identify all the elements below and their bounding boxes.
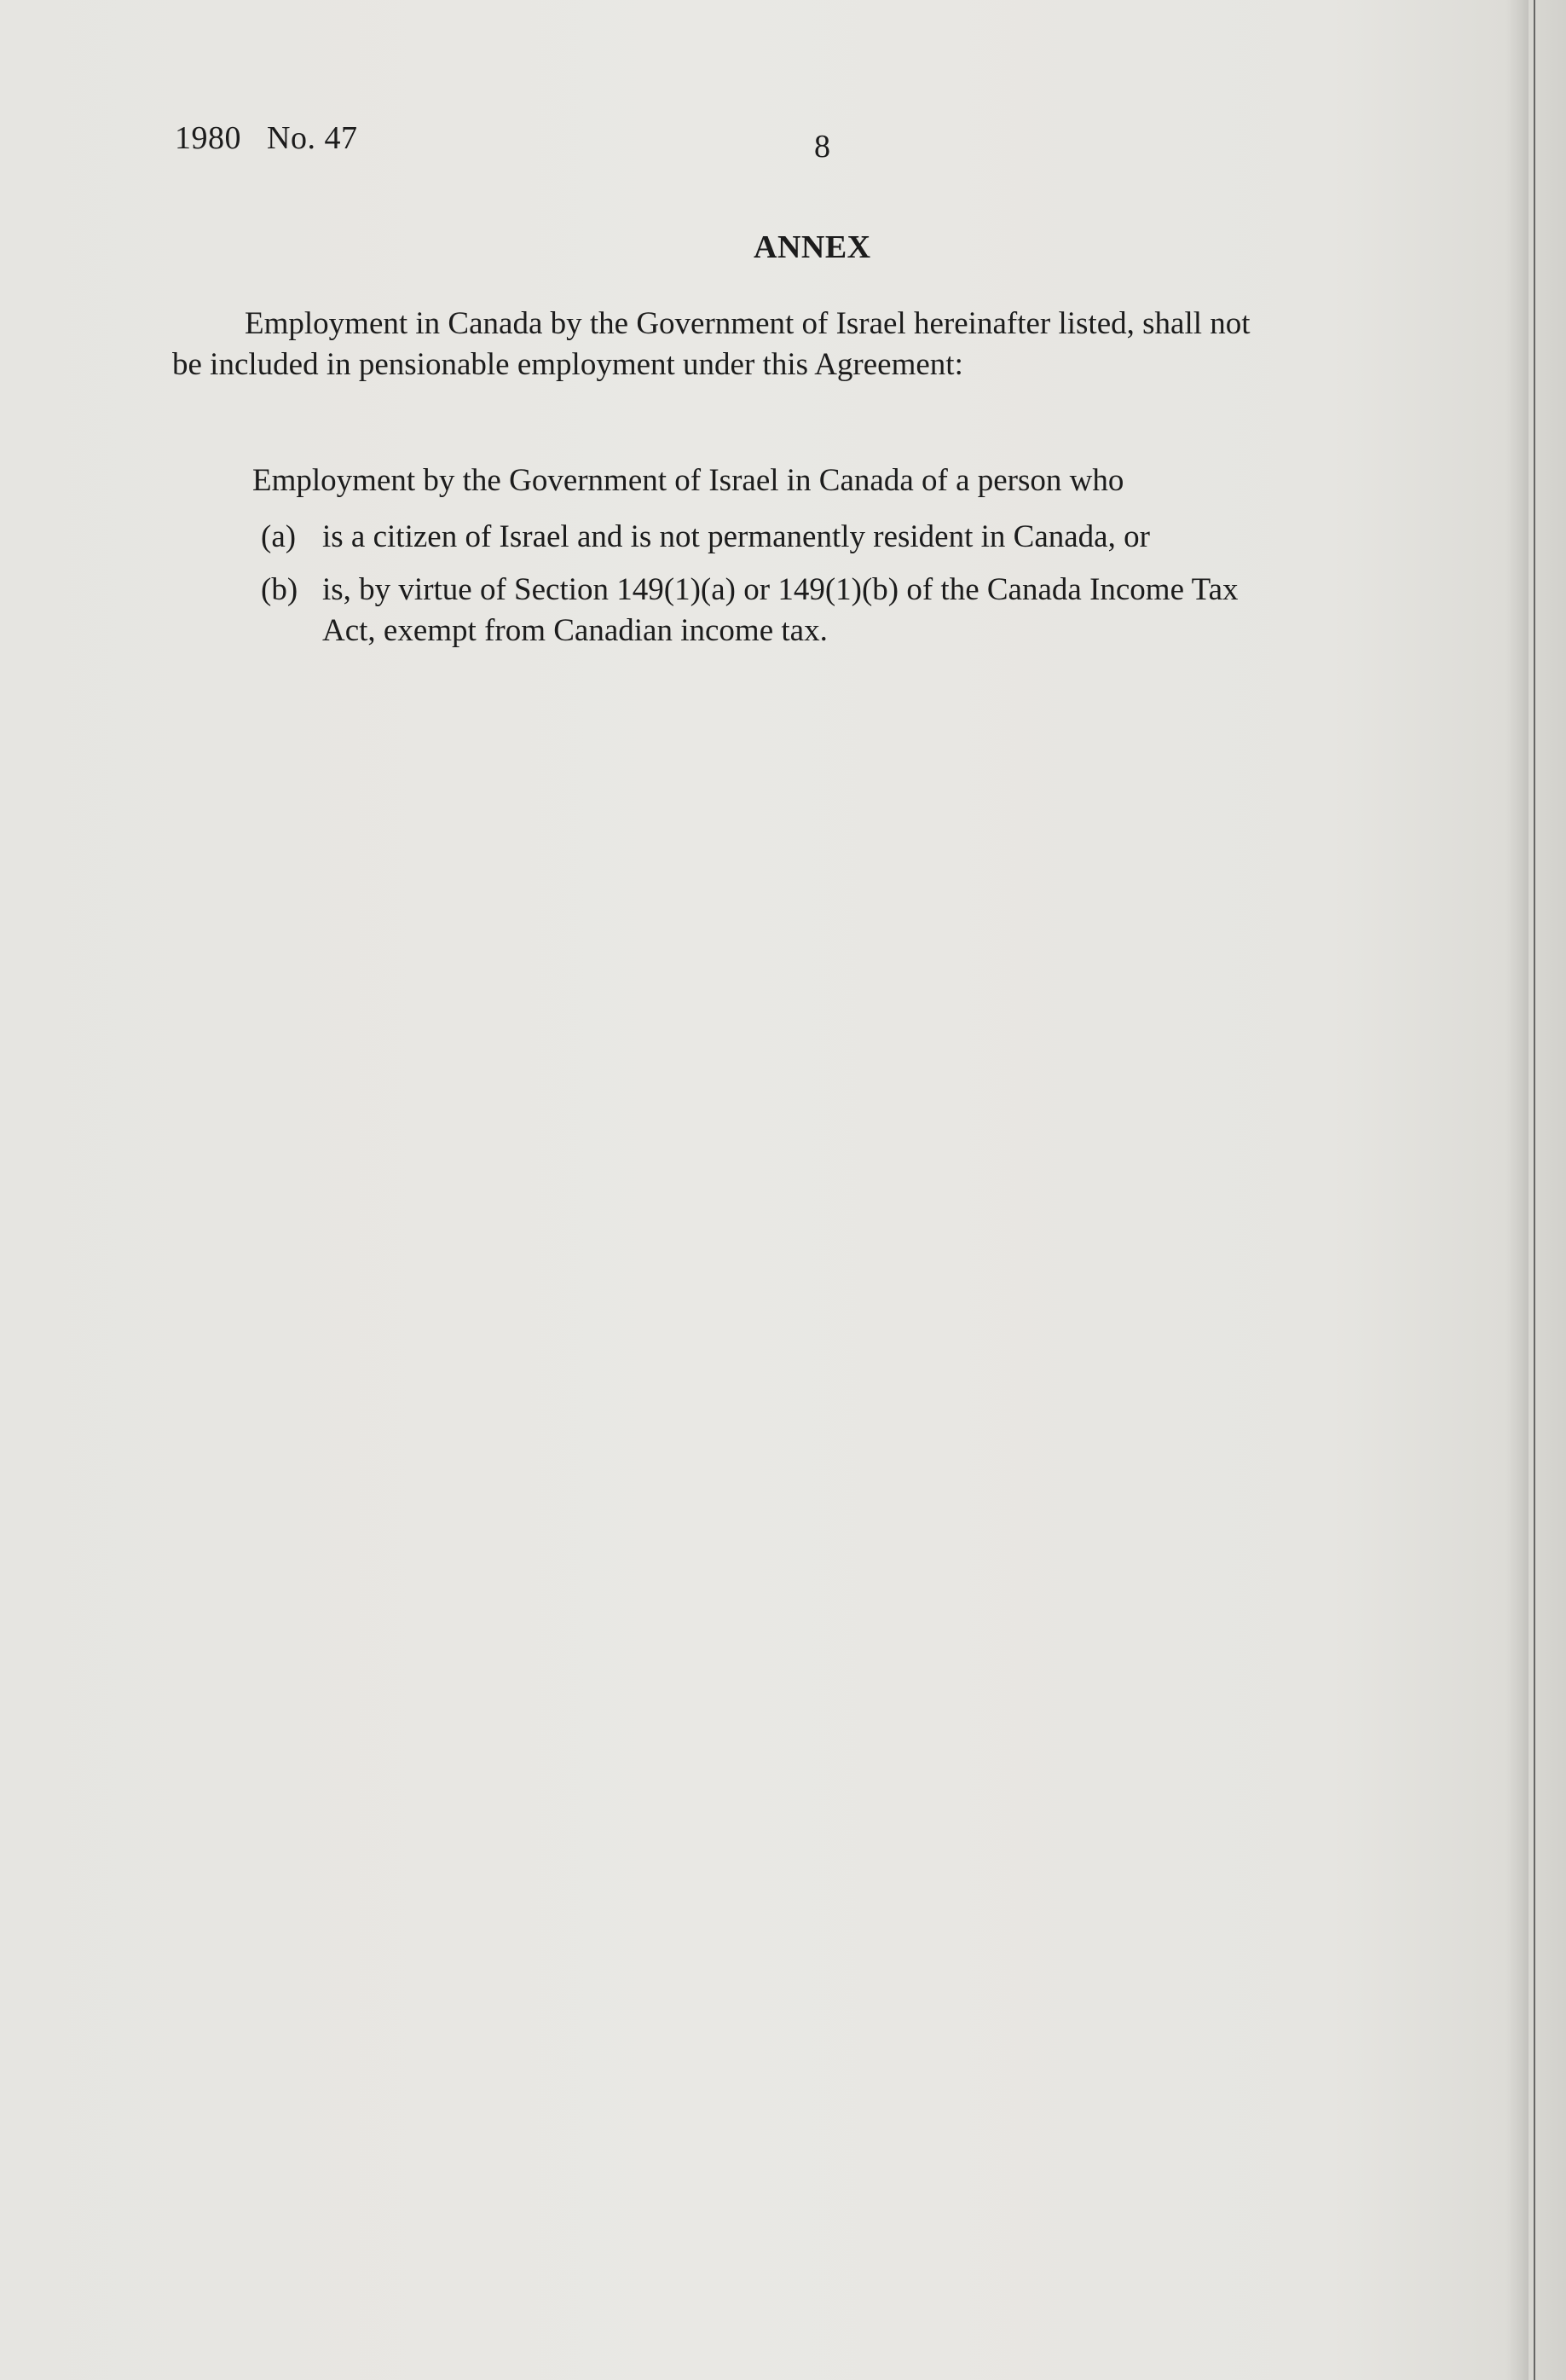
page-edge xyxy=(1534,0,1535,2380)
item-b-label: (b) xyxy=(261,572,298,607)
gutter-shadow xyxy=(1506,0,1528,2380)
lead-sentence: Employment by the Government of Israel in Canada of a person who xyxy=(252,463,1124,498)
page-number: 8 xyxy=(814,129,830,165)
intro-line-1: Employment in Canada by the Government of Israel hereinafter listed, shall not xyxy=(245,306,1251,341)
item-a-label: (a) xyxy=(261,519,297,554)
header-year: 1980 xyxy=(175,120,241,156)
intro-line-2: be included in pensionable employment under this Agreement: xyxy=(172,347,963,382)
running-header xyxy=(175,119,357,157)
item-a-text: is a citizen of Israel and is not permanently resident in Canada, or xyxy=(322,519,1150,554)
annex-title: ANNEX xyxy=(754,229,871,265)
header-number: No. 47 xyxy=(267,120,358,156)
item-b-text-line-2: Act, exempt from Canadian income tax. xyxy=(322,613,828,648)
item-b-text-line-1: is, by virtue of Section 149(1)(a) or 149(1)(b) of the Canada Income Tax xyxy=(322,572,1239,607)
